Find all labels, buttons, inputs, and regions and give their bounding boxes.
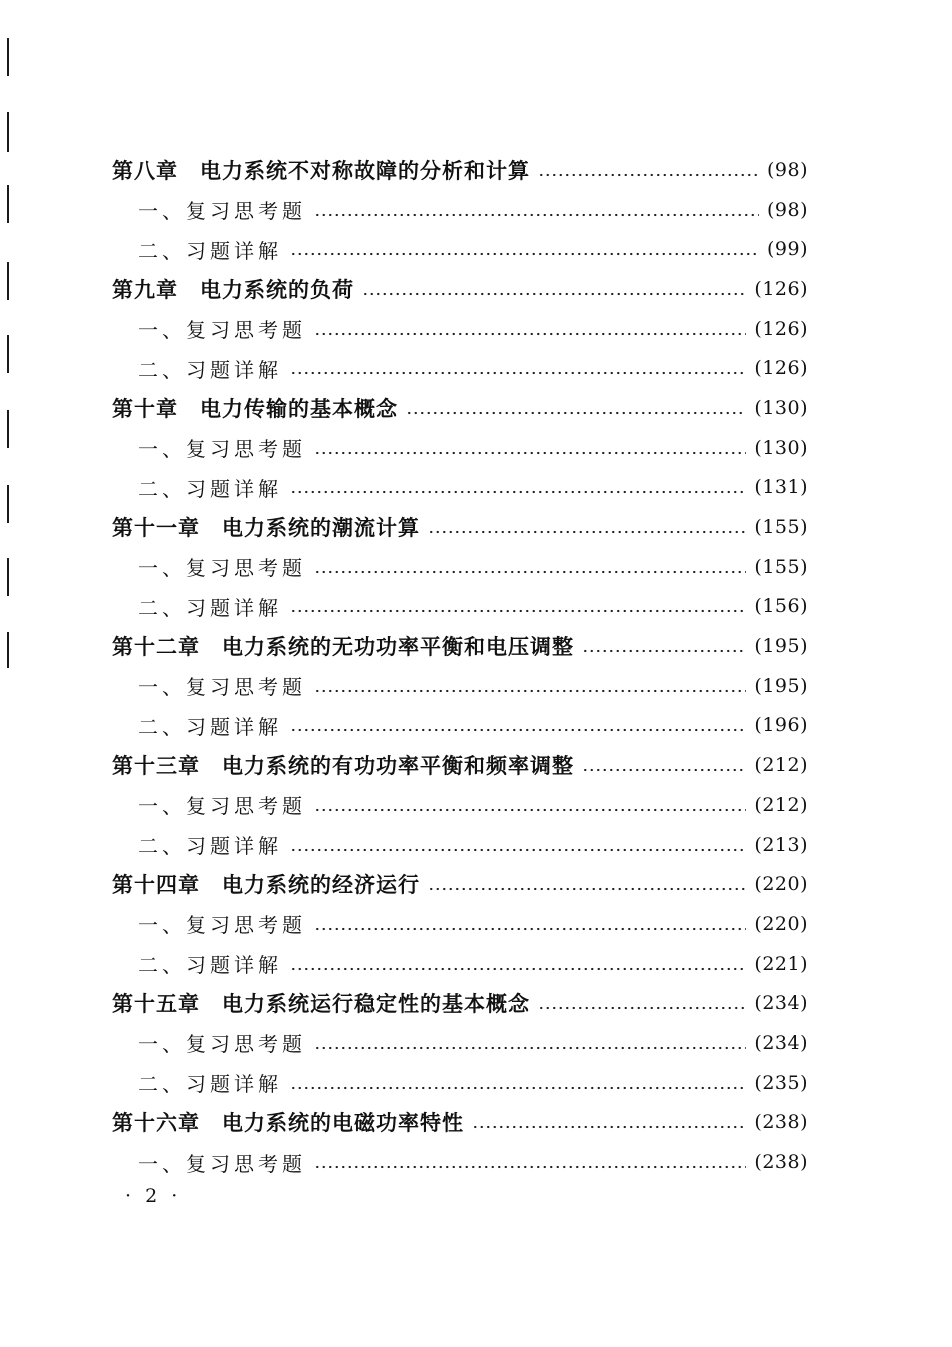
toc-section-entry[interactable] [112,587,808,627]
dot-leader [314,451,746,455]
section-title: 一、复习思考题 [138,556,306,581]
page-reference: (220) [754,873,808,896]
dot-leader [314,213,759,217]
dot-leader [290,371,746,375]
dot-leader [538,1006,746,1010]
section-title: 二、习题详解 [138,357,282,382]
section-title: 二、习题详解 [138,1072,282,1097]
scan-edge-mark [7,185,9,223]
toc-section-entry[interactable] [112,547,808,587]
chapter-title: 第十六章 电力系统的电磁功率特性 [112,1111,464,1136]
page-reference: (131) [754,476,808,499]
toc-section-entry[interactable] [112,785,808,825]
chapter-title: 第九章 电力系统的负荷 [112,277,354,302]
toc-section-entry[interactable] [112,1023,808,1063]
section-title: 一、复习思考题 [138,794,306,819]
page-reference: (126) [754,357,808,380]
toc-section-entry[interactable] [112,190,808,230]
toc-section-entry[interactable] [112,309,808,349]
page-reference: (155) [754,555,808,578]
dot-leader [314,332,746,336]
chapter-title: 第八章 电力系统不对称故障的分析和计算 [112,158,530,183]
chapter-title: 第十三章 电力系统的有功功率平衡和频率调整 [112,754,574,779]
page-reference: (130) [754,396,808,419]
toc-chapter-entry[interactable] [112,507,808,547]
section-title: 二、习题详解 [138,714,282,739]
dot-leader [290,252,759,256]
dot-leader [290,1086,746,1090]
dot-leader [472,1125,746,1129]
page-reference: (213) [754,833,808,856]
scan-edge-mark [7,632,9,668]
section-title: 一、复习思考题 [138,675,306,700]
page-reference: (238) [754,1151,808,1174]
toc-section-entry[interactable] [112,348,808,388]
dot-leader [582,649,746,653]
page-reference: (126) [754,317,808,340]
table-of-contents [112,150,808,1182]
toc-section-entry[interactable] [112,706,808,746]
chapter-title: 第十章 电力传输的基本概念 [112,396,398,421]
dot-leader [314,1165,746,1169]
toc-section-entry[interactable] [112,1142,808,1182]
scan-edge-mark [7,485,9,523]
page-number: · 2 · [125,1185,182,1207]
toc-section-entry[interactable] [112,428,808,468]
page-reference: (238) [754,1111,808,1134]
scan-edge-mark [7,38,9,76]
toc-section-entry[interactable] [112,825,808,865]
page-reference: (99) [766,238,808,261]
dot-leader [314,927,746,931]
page-reference: (221) [754,952,808,975]
dot-leader [406,411,746,415]
toc-section-entry[interactable] [112,666,808,706]
toc-chapter-entry[interactable] [112,864,808,904]
chapter-title: 第十四章 电力系统的经济运行 [112,873,420,898]
toc-chapter-entry[interactable] [112,1103,808,1143]
section-title: 一、复习思考题 [138,1151,306,1176]
page-reference: (98) [766,158,808,181]
section-title: 一、复习思考题 [138,1032,306,1057]
dot-leader [290,728,746,732]
section-title: 二、习题详解 [138,595,282,620]
page-reference: (234) [754,992,808,1015]
section-title: 二、习题详解 [138,834,282,859]
dot-leader [538,173,759,177]
dot-leader [290,967,746,971]
toc-chapter-entry[interactable] [112,269,808,309]
page-reference: (195) [754,635,808,658]
page-reference: (98) [766,198,808,221]
dot-leader [314,689,746,693]
dot-leader [314,570,746,574]
toc-section-entry[interactable] [112,229,808,269]
page-reference: (130) [754,436,808,459]
chapter-title: 第十一章 电力系统的潮流计算 [112,516,420,541]
page-reference: (212) [754,754,808,777]
scan-edge-mark [7,112,9,152]
section-title: 二、习题详解 [138,953,282,978]
page-reference: (234) [754,1031,808,1054]
section-title: 一、复习思考题 [138,437,306,462]
toc-chapter-entry[interactable] [112,150,808,190]
toc-section-entry[interactable] [112,944,808,984]
toc-section-entry[interactable] [112,468,808,508]
dot-leader [428,887,746,891]
page-reference: (196) [754,714,808,737]
toc-chapter-entry[interactable] [112,388,808,428]
scan-edge-mark [7,410,9,448]
dot-leader [314,808,746,812]
scan-edge-mark [7,262,9,300]
chapter-title: 第十二章 电力系统的无功功率平衡和电压调整 [112,635,574,660]
page-reference: (235) [754,1071,808,1094]
toc-chapter-entry[interactable] [112,626,808,666]
scan-edge-mark [7,335,9,373]
scan-edge-mark [7,558,9,596]
page-reference: (195) [754,674,808,697]
toc-chapter-entry[interactable] [112,745,808,785]
dot-leader [314,1046,746,1050]
page-reference: (155) [754,516,808,539]
dot-leader [362,292,746,296]
dot-leader [290,848,746,852]
page-reference: (220) [754,912,808,935]
dot-leader [290,490,746,494]
toc-section-entry[interactable] [112,904,808,944]
section-title: 二、习题详解 [138,476,282,501]
page-reference: (156) [754,595,808,618]
section-title: 二、习题详解 [138,238,282,263]
dot-leader [290,609,746,613]
chapter-title: 第十五章 电力系统运行稳定性的基本概念 [112,992,530,1017]
toc-chapter-entry[interactable] [112,983,808,1023]
toc-section-entry[interactable] [112,1063,808,1103]
dot-leader [582,768,746,772]
section-title: 一、复习思考题 [138,199,306,224]
dot-leader [428,530,746,534]
section-title: 一、复习思考题 [138,318,306,343]
page-reference: (126) [754,277,808,300]
section-title: 一、复习思考题 [138,913,306,938]
page-reference: (212) [754,793,808,816]
